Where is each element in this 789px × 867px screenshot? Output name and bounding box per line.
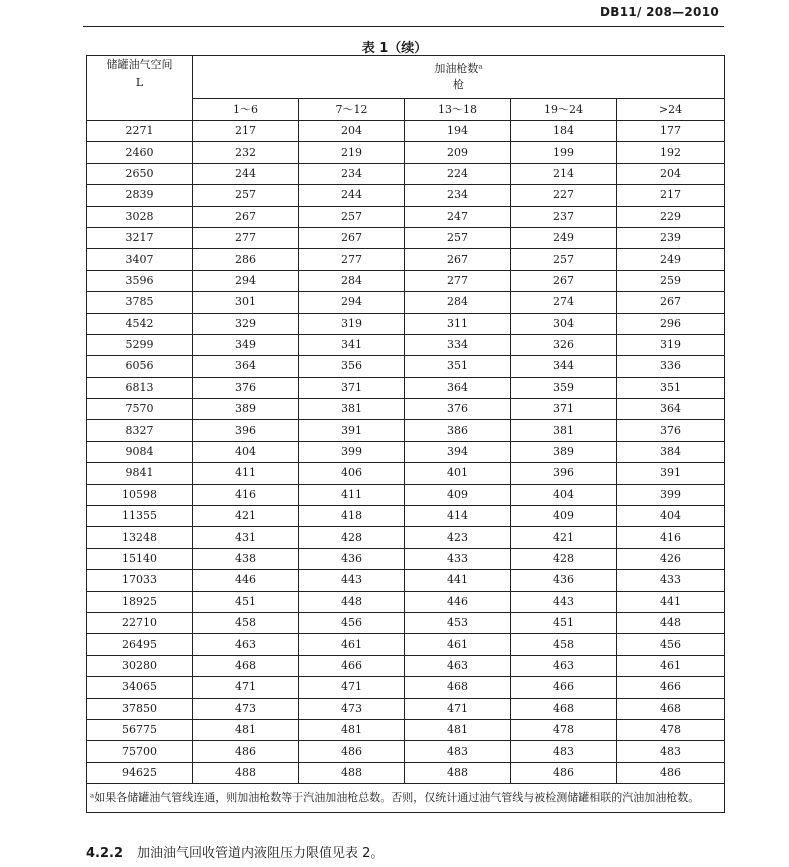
table-cell: 389 (511, 441, 617, 462)
section-paragraph (86, 842, 383, 861)
row-header-cell: 34065 (87, 677, 193, 698)
table-cell: 224 (405, 163, 511, 184)
table-cell: 466 (299, 655, 405, 676)
table-cell: 351 (617, 377, 725, 398)
table-cell: 441 (617, 591, 725, 612)
table-cell: 232 (193, 142, 299, 163)
table-cell: 446 (193, 570, 299, 591)
column-header: 13～18 (405, 99, 511, 121)
table-cell: 326 (511, 334, 617, 355)
row-header-cell: 6813 (87, 377, 193, 398)
row-header-cell: 75700 (87, 741, 193, 762)
table-cell: 234 (405, 185, 511, 206)
table-cell: 229 (617, 206, 725, 227)
table-cell: 344 (511, 356, 617, 377)
table-cell: 359 (511, 377, 617, 398)
table-cell: 356 (299, 356, 405, 377)
table-cell: 438 (193, 548, 299, 569)
table-cell: 277 (193, 227, 299, 248)
table-cell: 376 (405, 399, 511, 420)
table-cell: 423 (405, 527, 511, 548)
table-cell: 364 (617, 399, 725, 420)
table-cell: 458 (193, 612, 299, 633)
table-cell: 394 (405, 441, 511, 462)
table-cell: 277 (299, 249, 405, 270)
table-row (87, 227, 725, 248)
table-cell: 286 (193, 249, 299, 270)
table-row (87, 591, 725, 612)
table-cell: 192 (617, 142, 725, 163)
row-header-cell: 5299 (87, 334, 193, 355)
table-cell: 483 (511, 741, 617, 762)
table-cell: 217 (193, 121, 299, 142)
table-cell: 481 (193, 719, 299, 740)
table-cell: 466 (511, 677, 617, 698)
table-cell: 247 (405, 206, 511, 227)
table-cell: 453 (405, 612, 511, 633)
table-cell: 471 (405, 698, 511, 719)
table-cell: 284 (299, 270, 405, 291)
table-cell: 351 (405, 356, 511, 377)
table-cell: 463 (193, 634, 299, 655)
table-row (87, 634, 725, 655)
table-cell: 341 (299, 334, 405, 355)
table-cell: 396 (193, 420, 299, 441)
table-cell: 461 (405, 634, 511, 655)
row-header-cell: 3407 (87, 249, 193, 270)
table-cell: 249 (511, 227, 617, 248)
table-cell: 411 (193, 463, 299, 484)
footnote-row (87, 784, 725, 813)
table-cell: 468 (617, 698, 725, 719)
table-cell: 421 (193, 506, 299, 527)
row-header-cell: 6056 (87, 356, 193, 377)
table-cell: 277 (405, 270, 511, 291)
table-cell: 376 (193, 377, 299, 398)
table-cell: 399 (299, 441, 405, 462)
table-cell: 468 (511, 698, 617, 719)
table-cell: 431 (193, 527, 299, 548)
column-header: >24 (617, 99, 725, 121)
table-row (87, 719, 725, 740)
table-row (87, 463, 725, 484)
table-cell: 443 (299, 570, 405, 591)
table-cell: 468 (405, 677, 511, 698)
corner-label: 储罐油气空间 (106, 58, 173, 71)
table-cell: 416 (617, 527, 725, 548)
table-cell: 414 (405, 506, 511, 527)
table-cell: 421 (511, 527, 617, 548)
table-cell: 184 (511, 121, 617, 142)
row-header-cell: 9841 (87, 463, 193, 484)
table-cell: 334 (405, 334, 511, 355)
table-cell: 381 (511, 420, 617, 441)
table-cell: 384 (617, 441, 725, 462)
table-row (87, 270, 725, 291)
table-row (87, 292, 725, 313)
table-row (87, 163, 725, 184)
table-cell: 244 (193, 163, 299, 184)
table-cell: 399 (617, 484, 725, 505)
row-header-cell: 3217 (87, 227, 193, 248)
table-row (87, 570, 725, 591)
table-row (87, 762, 725, 783)
table-cell: 329 (193, 313, 299, 334)
row-header-cell: 94625 (87, 762, 193, 783)
table-cell: 267 (405, 249, 511, 270)
row-header-cell: 13248 (87, 527, 193, 548)
table-cell: 473 (193, 698, 299, 719)
table-cell: 214 (511, 163, 617, 184)
table-row (87, 313, 725, 334)
table-cell: 234 (299, 163, 405, 184)
table-cell: 436 (299, 548, 405, 569)
row-header-cell: 3596 (87, 270, 193, 291)
table-cell: 448 (299, 591, 405, 612)
table-footnote: ᵃ如果各储罐油气管线连通，则加油枪数等于汽油加油枪总数。否则，仅统计通过油气管线与被检测储罐相联的汽油加油枪数。 (87, 784, 725, 813)
table-cell: 461 (617, 655, 725, 676)
table-row (87, 655, 725, 676)
row-header-cell: 3785 (87, 292, 193, 313)
table-cell: 391 (299, 420, 405, 441)
table-cell: 244 (299, 185, 405, 206)
table-cell: 294 (299, 292, 405, 313)
group-header (193, 56, 725, 99)
table-cell: 471 (299, 677, 405, 698)
table-cell: 478 (617, 719, 725, 740)
table-cell: 267 (617, 292, 725, 313)
table-cell: 451 (511, 612, 617, 633)
document-code: DB11/ 208—2010 (599, 5, 719, 19)
table-row (87, 441, 725, 462)
table-cell: 411 (299, 484, 405, 505)
table-cell: 406 (299, 463, 405, 484)
row-header-cell: 30280 (87, 655, 193, 676)
table-cell: 301 (193, 292, 299, 313)
table-cell: 209 (405, 142, 511, 163)
table-cell: 456 (299, 612, 405, 633)
table-cell: 364 (193, 356, 299, 377)
table-cell: 488 (405, 762, 511, 783)
table-row (87, 527, 725, 548)
table-title: 表 1（续） (361, 41, 428, 56)
table-cell: 488 (193, 762, 299, 783)
table-cell: 217 (617, 185, 725, 206)
table-cell: 483 (617, 741, 725, 762)
group-unit: 枪 (453, 78, 465, 91)
table-row (87, 741, 725, 762)
table-row (87, 484, 725, 505)
row-header-cell: 10598 (87, 484, 193, 505)
table-cell: 249 (617, 249, 725, 270)
table-row (87, 206, 725, 227)
table-cell: 451 (193, 591, 299, 612)
table-cell: 428 (511, 548, 617, 569)
table-cell: 257 (299, 206, 405, 227)
table-cell: 409 (511, 506, 617, 527)
row-header-cell: 37850 (87, 698, 193, 719)
row-header-cell: 2650 (87, 163, 193, 184)
table-cell: 267 (193, 206, 299, 227)
table-cell: 239 (617, 227, 725, 248)
table-cell: 257 (511, 249, 617, 270)
table-cell: 376 (617, 420, 725, 441)
row-header-cell: 22710 (87, 612, 193, 633)
row-header-cell: 8327 (87, 420, 193, 441)
table-cell: 416 (193, 484, 299, 505)
table-cell: 311 (405, 313, 511, 334)
table-cell: 443 (511, 591, 617, 612)
table-cell: 463 (511, 655, 617, 676)
row-header-cell: 18925 (87, 591, 193, 612)
table-row (87, 612, 725, 633)
row-header-cell: 4542 (87, 313, 193, 334)
table-cell: 257 (193, 185, 299, 206)
table-cell: 336 (617, 356, 725, 377)
table-cell: 204 (299, 121, 405, 142)
table-cell: 486 (299, 741, 405, 762)
table-cell: 319 (299, 313, 405, 334)
table-cell: 284 (405, 292, 511, 313)
table-cell: 237 (511, 206, 617, 227)
row-header-cell: 17033 (87, 570, 193, 591)
table-cell: 409 (405, 484, 511, 505)
table-cell: 463 (405, 655, 511, 676)
table-cell: 433 (617, 570, 725, 591)
table-cell: 257 (405, 227, 511, 248)
table-cell: 404 (617, 506, 725, 527)
row-header-cell: 15140 (87, 548, 193, 569)
table-row (87, 334, 725, 355)
table-cell: 194 (405, 121, 511, 142)
row-header-cell: 7570 (87, 399, 193, 420)
table-cell: 486 (193, 741, 299, 762)
table-cell: 486 (617, 762, 725, 783)
table-row (87, 399, 725, 420)
row-header-cell: 3028 (87, 206, 193, 227)
table-cell: 426 (617, 548, 725, 569)
table-cell: 267 (511, 270, 617, 291)
row-header-cell: 26495 (87, 634, 193, 655)
table-row (87, 121, 725, 142)
table-cell: 446 (405, 591, 511, 612)
table-header (87, 56, 725, 121)
table-cell: 461 (299, 634, 405, 655)
table-cell: 349 (193, 334, 299, 355)
table-row (87, 698, 725, 719)
row-header-cell: 11355 (87, 506, 193, 527)
table-cell: 381 (299, 399, 405, 420)
table-cell: 418 (299, 506, 405, 527)
corner-unit: L (135, 76, 144, 89)
section-text: 加油油气回收管道内液阻压力限值见表 2。 (137, 846, 384, 861)
row-header-cell: 2839 (87, 185, 193, 206)
table-cell: 386 (405, 420, 511, 441)
row-header-cell: 2271 (87, 121, 193, 142)
row-header-cell: 9084 (87, 441, 193, 462)
table-cell: 371 (511, 399, 617, 420)
group-label: 加油枪数ᵃ (434, 62, 483, 75)
table-cell: 177 (617, 121, 725, 142)
corner-header (87, 56, 193, 121)
table-cell: 371 (299, 377, 405, 398)
column-header: 19～24 (511, 99, 617, 121)
table-cell: 396 (511, 463, 617, 484)
table-cell: 404 (511, 484, 617, 505)
table-cell: 304 (511, 313, 617, 334)
header-rule (83, 26, 724, 27)
table-cell: 319 (617, 334, 725, 355)
table-row (87, 142, 725, 163)
table-cell: 478 (511, 719, 617, 740)
table-cell: 441 (405, 570, 511, 591)
data-table (86, 55, 725, 813)
table-cell: 481 (299, 719, 405, 740)
table-cell: 448 (617, 612, 725, 633)
table-cell: 468 (193, 655, 299, 676)
table-cell: 259 (617, 270, 725, 291)
table-cell: 389 (193, 399, 299, 420)
table-cell: 227 (511, 185, 617, 206)
row-header-cell: 56775 (87, 719, 193, 740)
column-header: 1～6 (193, 99, 299, 121)
table-cell: 481 (405, 719, 511, 740)
table-row (87, 356, 725, 377)
table-cell: 199 (511, 142, 617, 163)
table-cell: 296 (617, 313, 725, 334)
table-row (87, 185, 725, 206)
table-cell: 204 (617, 163, 725, 184)
section-number: 4.2.2 (86, 846, 124, 861)
table-cell: 433 (405, 548, 511, 569)
table-cell: 267 (299, 227, 405, 248)
table-cell: 486 (511, 762, 617, 783)
table-cell: 428 (299, 527, 405, 548)
table-cell: 466 (617, 677, 725, 698)
table-cell: 401 (405, 463, 511, 484)
table-cell: 473 (299, 698, 405, 719)
table-body (87, 121, 725, 784)
column-header: 7～12 (299, 99, 405, 121)
table-cell: 274 (511, 292, 617, 313)
table-row (87, 377, 725, 398)
table-cell: 483 (405, 741, 511, 762)
table-cell: 471 (193, 677, 299, 698)
table-cell: 458 (511, 634, 617, 655)
table-cell: 404 (193, 441, 299, 462)
table-row (87, 548, 725, 569)
table-row (87, 677, 725, 698)
table-row (87, 420, 725, 441)
table-row (87, 506, 725, 527)
row-header-cell: 2460 (87, 142, 193, 163)
table-row (87, 249, 725, 270)
table-cell: 219 (299, 142, 405, 163)
table-cell: 364 (405, 377, 511, 398)
table-cell: 436 (511, 570, 617, 591)
table-cell: 294 (193, 270, 299, 291)
table-cell: 488 (299, 762, 405, 783)
table-cell: 391 (617, 463, 725, 484)
table-cell: 456 (617, 634, 725, 655)
